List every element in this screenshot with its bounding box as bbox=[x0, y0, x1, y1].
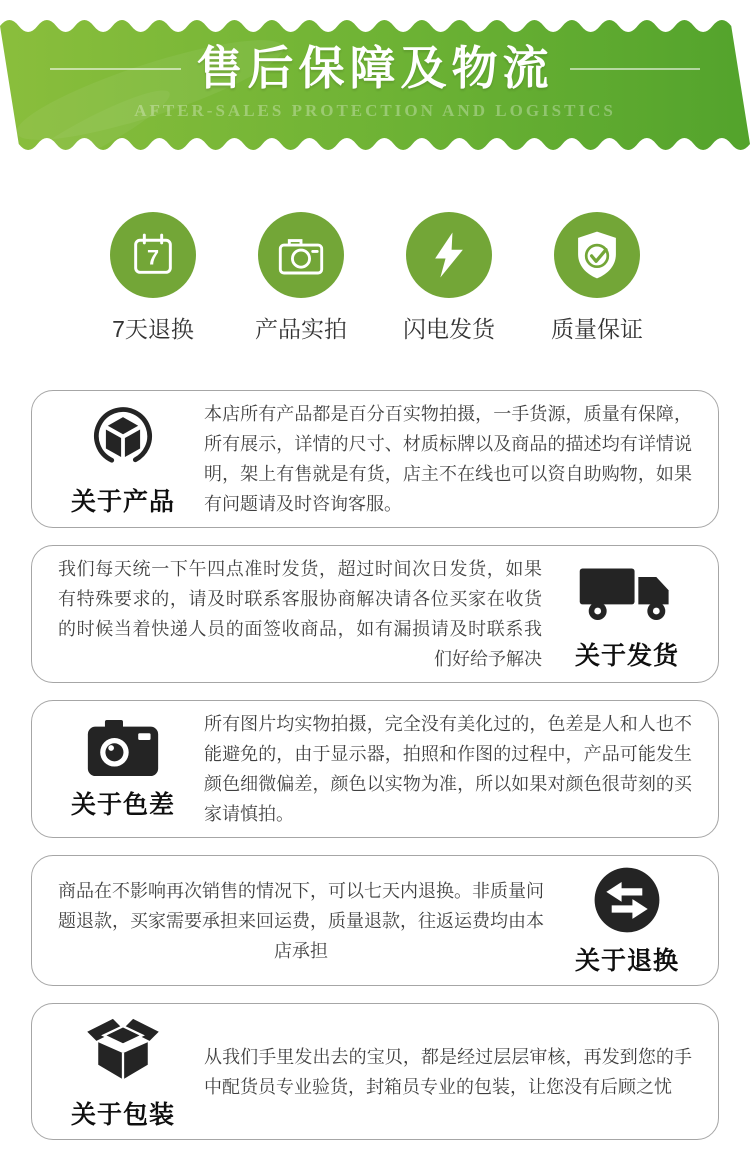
card-title: 关于色差 bbox=[70, 791, 175, 819]
banner-divider-left bbox=[50, 68, 181, 70]
camera-solid-icon bbox=[85, 717, 161, 780]
info-cards bbox=[31, 390, 719, 1140]
open-box-icon bbox=[79, 1012, 167, 1090]
calendar-7-icon bbox=[110, 212, 196, 298]
card-title: 关于产品 bbox=[70, 487, 175, 516]
card-icon-block bbox=[554, 864, 700, 977]
feature-label: 闪电发货 bbox=[403, 316, 495, 342]
card-title: 关于退换 bbox=[574, 947, 679, 975]
card-about-returns bbox=[31, 855, 719, 986]
feature-label: 7天退换 bbox=[112, 316, 194, 342]
card-text: 本店所有产品都是百分百实物拍摄，一手货源，质量有保障，所有展示，详情的尺寸、材质标牌以及商品的描述均有详情说明，架上有售就是有货，店主不在线也可以资自助购物，如果有问题请及时咨询客服。 bbox=[204, 404, 692, 514]
feature-quality-guarantee bbox=[539, 212, 655, 344]
banner-divider-right bbox=[570, 68, 701, 70]
after-sales-section bbox=[0, 10, 750, 1140]
card-about-color-difference bbox=[31, 700, 719, 838]
calendar-digit: 7 bbox=[146, 244, 160, 270]
card-icon-block bbox=[50, 1012, 196, 1131]
card-about-shipping bbox=[31, 545, 719, 683]
card-text: 商品在不影响再次销售的情况下，可以七天内退换。非质量问题退款，买家需要承担来回运费，质量退款，往返运费均由本店承担 bbox=[58, 880, 544, 961]
card-text: 从我们手里发出去的宝贝，都是经过层层审核，再发到您的手中配货员专业验货，封箱员专业的包装，让您没有后顾之忧 bbox=[204, 1046, 692, 1097]
card-about-product bbox=[31, 390, 719, 528]
card-about-packaging bbox=[31, 1003, 719, 1140]
feature-label: 产品实拍 bbox=[255, 316, 347, 342]
feature-label: 质量保证 bbox=[551, 316, 643, 342]
lightning-icon bbox=[406, 212, 492, 298]
card-title: 关于发货 bbox=[574, 641, 679, 670]
card-title: 关于包装 bbox=[70, 1101, 175, 1129]
feature-row bbox=[95, 212, 655, 344]
feature-7day-return bbox=[95, 212, 211, 344]
banner-title: 售后保障及物流 bbox=[196, 43, 554, 94]
banner-content bbox=[0, 10, 750, 160]
banner bbox=[0, 10, 750, 160]
exchange-arrows-icon bbox=[591, 864, 663, 936]
truck-icon bbox=[575, 557, 679, 631]
card-text: 所有图片均实物拍摄，完全没有美化过的，色差是人和人也不能避免的，由于显示器，拍照和作图的过程中，产品可能发生颜色细微偏差，颜色以实物为准，所以如果对颜色很苛刻的买家请慎拍。 bbox=[204, 714, 692, 824]
feature-fast-shipping bbox=[391, 212, 507, 344]
camera-icon bbox=[258, 212, 344, 298]
shield-check-icon bbox=[554, 212, 640, 298]
card-icon-block bbox=[50, 717, 196, 821]
banner-subtitle: AFTER-SALES PROTECTION AND LOGISTICS bbox=[134, 101, 616, 120]
card-icon-block bbox=[554, 557, 700, 672]
card-text: 我们每天统一下午四点准时发货，超过时间次日发货，如果有特殊要求的，请及时联系客服协商解决请各位买家在收货的时候当着快递人员的面签收商品，如有漏损请及时联系我们好给予解决 bbox=[58, 559, 542, 669]
feature-product-photo bbox=[243, 212, 359, 344]
card-icon-block bbox=[50, 401, 196, 518]
cube-circle-icon bbox=[85, 401, 161, 477]
